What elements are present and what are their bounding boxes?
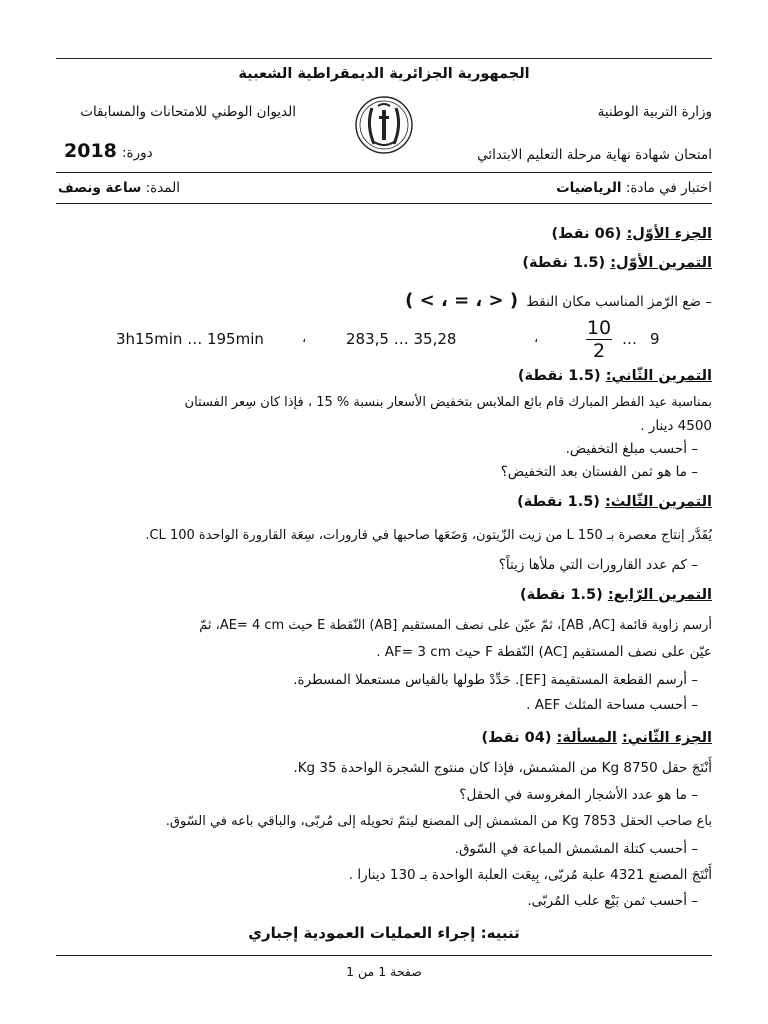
subject-value: الرياضيات: [556, 180, 622, 196]
part1-title: الجزء الأوّل:: [626, 226, 712, 242]
top-rule: [56, 58, 712, 59]
subject-label: اختبار في مادة:: [625, 180, 712, 196]
algeria-emblem-icon: [344, 94, 424, 156]
ex2-heading: [518, 368, 712, 384]
part2-q2: – أحسب كتلة المشمش المباعة في السّوق.: [454, 841, 698, 857]
exam-label: امتحان شهادة نهاية مرحلة التعليم الابتدائي: [477, 147, 712, 163]
ex1-points: (1.5 نقطة): [522, 255, 606, 271]
part1-heading: [552, 226, 713, 242]
duration-value: ساعة ونصف: [58, 180, 142, 196]
session-year: 2018: [64, 140, 117, 162]
ex1-comp-a-dots: …: [622, 330, 637, 348]
ex3-heading: [517, 494, 712, 510]
footer-rule: [56, 955, 712, 956]
footer-page-number: صفحة 1 من 1: [346, 964, 422, 979]
session: [58, 140, 153, 162]
ex1-comp-b: 283,5 … 35,28: [346, 330, 457, 348]
part2-line1: أَنْتَجَ حقل 8750 Kg من المشمش، فإذا كان منتوج الشجرة الواحدة 35 Kg.: [293, 760, 712, 776]
part1-points: (06 نقط): [551, 226, 622, 242]
ex3-q1: – كم عدد القارورات التي ملأها زيتاً؟: [498, 557, 698, 573]
subject-top-rule: [56, 172, 712, 173]
ex1-comp-c: 3h15min … 195min: [116, 330, 264, 348]
ex1-title: التمرين الأوّل:: [610, 255, 712, 271]
ex2-q1: – أحسب مبلغ التخفيض.: [565, 441, 698, 457]
duration-line: [58, 180, 258, 196]
ex4-q2: – أحسب مساحة المثلث AEF .: [526, 697, 698, 713]
ex4-points: (1.5 نقطة): [519, 587, 603, 603]
duration-label: المدة:: [145, 180, 180, 196]
part2-title: الجزء الثّاني:: [621, 730, 712, 746]
ex4-line2: عيّن على نصف المستقيم [AC) النّقطة F حيث AF= 3 cm .: [376, 644, 712, 660]
ex1-symbols: ( < ، = ، > ): [405, 290, 519, 311]
part2-q3: – أحسب ثمن بَيْع علب المُربّى.: [527, 893, 698, 909]
ex1-comp-a-left: 9: [650, 330, 660, 348]
part2-line3: أَنْتَجَ المصنع 4321 علبة مُربّى، بِيعَت العلبة الواحدة بـ 130 دينارا .: [348, 867, 712, 883]
part2-problem: المسألة:: [556, 730, 617, 746]
ex4-title: التمرين الرّابع:: [607, 587, 712, 603]
ex3-points: (1.5 نقطة): [517, 494, 600, 510]
ex1-heading: [522, 255, 712, 271]
ex3-line1: يُقَدَّر إنتاج معصرة بـ 150 L من زيت الزّيتون، وَضَعَها صاحبها في قارورات، سِعَة القارورة الواحدة 100 CL.: [145, 528, 712, 543]
session-label: دورة:: [121, 145, 153, 161]
ex3-title: التمرين الثّالث:: [605, 494, 712, 510]
ex4-heading: [520, 587, 712, 603]
ex1-sep1: ،: [534, 330, 539, 346]
office-label: الديوان الوطني للامتحانات والمسابقات: [80, 104, 296, 120]
part2-heading: [482, 730, 712, 746]
ex1-instruction: – ضع الرّمز المناسب مكان النقط: [526, 294, 712, 310]
ex2-line1: بمناسبة عيد الفطر المبارك قام بائع الملابس بتخفيض الأسعار بنسبة % 15 ، فإذا كان سِعر الفستان: [184, 395, 712, 410]
ex4-line1: أرسم زاوية قائمة [AB ,AC]، ثمّ عيّن على نصف المستقيم [AB) النّقطة E حيث AE= 4 cm، ثمّ: [199, 618, 712, 633]
ex1-sep2: ،: [302, 330, 307, 346]
fraction-denominator: 2: [592, 340, 606, 362]
ex2-title: التمرين الثّاني:: [605, 368, 712, 384]
ex2-points: (1.5 نقطة): [517, 368, 601, 384]
ex1-instruction-line: [405, 290, 712, 311]
ex1-fraction: [584, 317, 614, 362]
part2-line2: باع صاحب الحقل 7853 Kg من المشمش إلى المصنع ليتمّ تحويله إلى مُربّى، والباقي باعه في السّوق.: [165, 814, 712, 829]
ex4-q1: – أرسم القطعة المستقيمة [EF]. حَدِّدْ طولها بالقياس مستعملا المسطرة.: [293, 672, 698, 688]
ex2-line2: 4500 دينار .: [640, 418, 712, 434]
ministry-label: وزارة التربية الوطنية: [597, 104, 712, 120]
republic-title: الجمهورية الجزائرية الديمقراطية الشعبية: [238, 66, 530, 82]
ex2-q2: – ما هو ثمن الفستان بعد التخفيض؟: [500, 464, 698, 480]
part2-points: (04 نقط): [481, 730, 552, 746]
fraction-numerator: 10: [586, 317, 612, 339]
note: تنبيه: إجراء العمليات العمودية إجباري: [248, 924, 520, 942]
part2-q1: – ما هو عدد الأشجار المغروسة في الحقل؟: [459, 787, 698, 803]
subject-bottom-rule: [56, 203, 712, 204]
subject-line: [556, 180, 712, 196]
